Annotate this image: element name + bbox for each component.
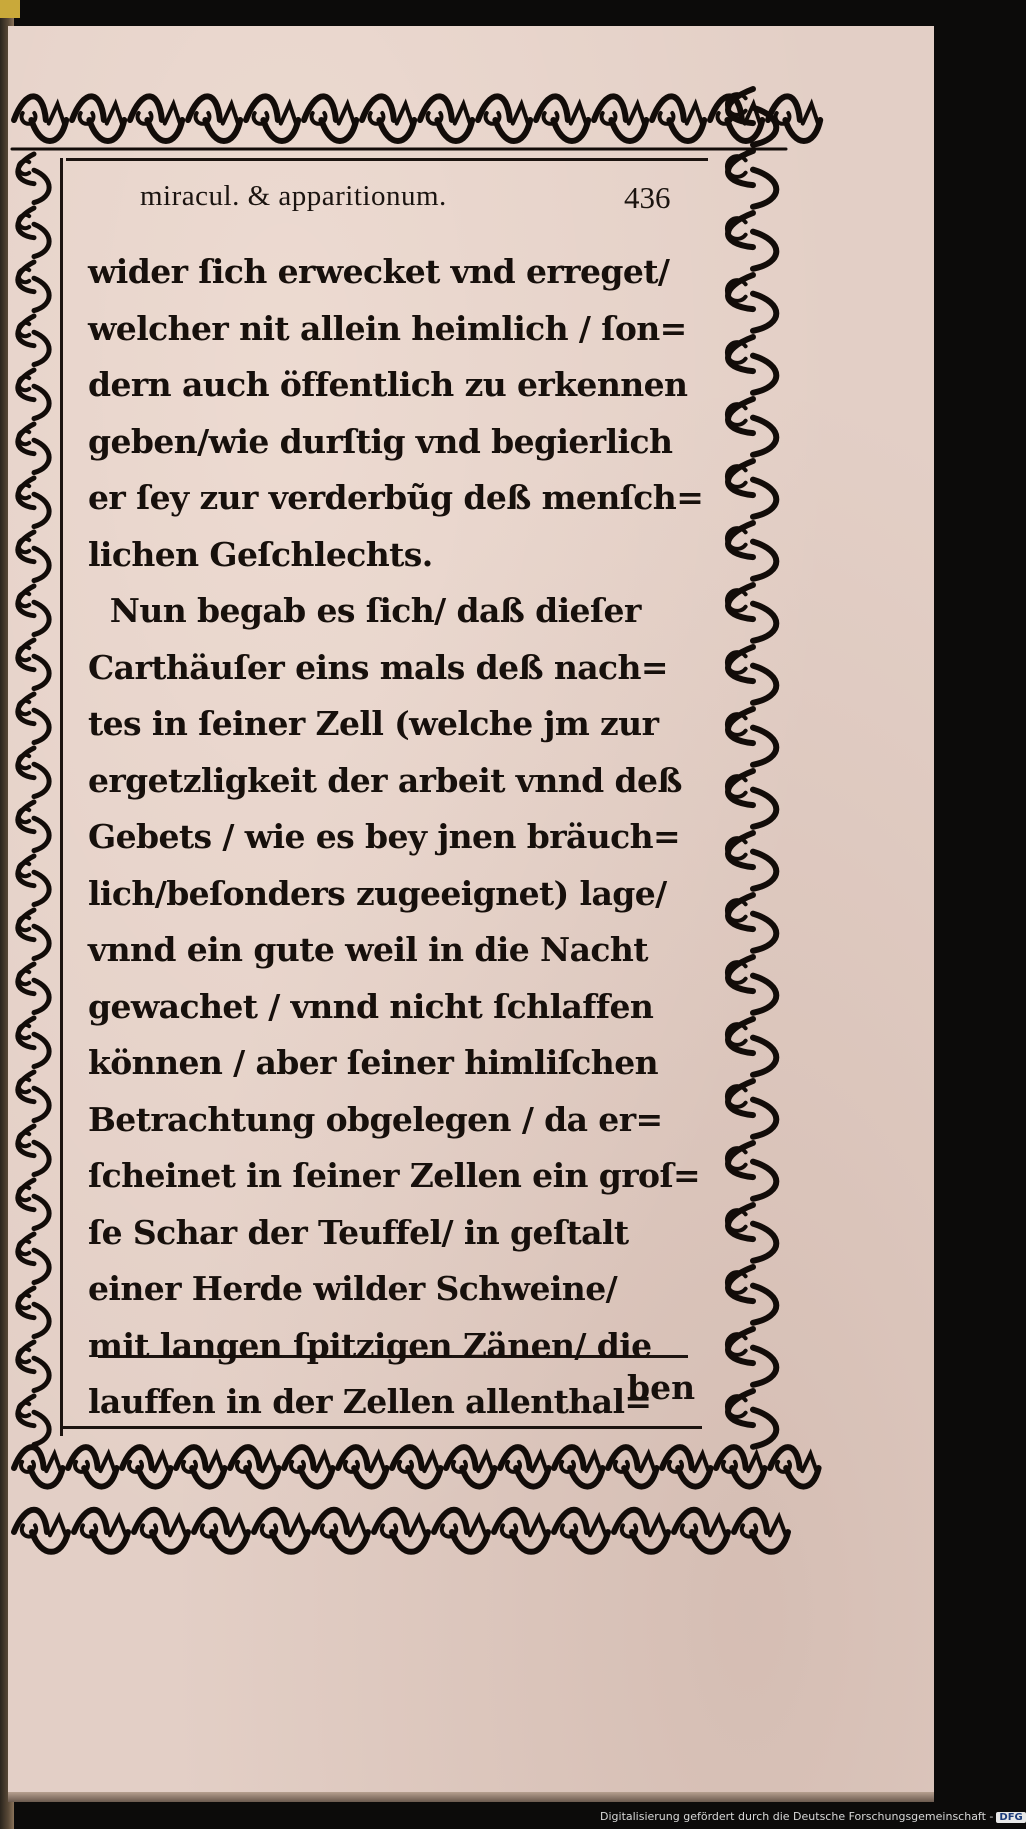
dfg-logo: DFG [996,1812,1025,1823]
text-line: ergetzligkeit der arbeit vnnd deß [88,760,682,800]
text-line: welcher nit allein heimlich / ſon= [88,308,687,348]
text-line: dern auch öffentlich zu erkennen [88,365,688,404]
text-line: er ſey zur verderbũg deß menſch= [88,478,704,517]
page-number: 436 [624,180,671,215]
color-marker-tab [0,0,20,18]
ornamental-border-top [10,85,788,155]
credit-text: Digitalisierung gefördert durch die Deutsche Forschungsgemeinschaft - [600,1810,994,1823]
running-head: miracul. & apparitionum. [140,180,447,212]
text-line: lauffen in der Zellen allenthal= [88,1382,652,1421]
text-line: ſcheinet in ſeiner Zellen ein groſ= [88,1156,701,1195]
text-line: Nun begab es ſich/ daß dieſer [88,591,641,630]
text-line: Carthäuſer eins mals deß nach= [88,647,668,687]
text-line: tes in ſeiner Zell (welche jm zur [88,704,659,743]
ornamental-border-bottom [10,1437,788,1567]
text-line: lich/beſonders zugeeignet) lage/ [88,873,667,913]
body-text [88,244,704,1431]
text-line: können / aber ſeiner himliſchen [88,1043,658,1082]
ornamental-border-left [10,150,58,1445]
ornamental-border-right [716,85,790,1435]
text-line: Gebets / wie es bey jnen bräuch= [88,817,681,856]
catchword: ben [627,1368,696,1407]
digitization-credit [600,1810,1023,1823]
text-line: geben/wie durſtig vnd begierlich [88,421,673,461]
frame-rule-top [66,158,708,161]
text-line: vnnd ein gute weil in die Nacht [88,930,648,969]
text-line: wider ſich erwecket vnd erreget/ [88,252,670,291]
text-line: Betrachtung obgelegen / da er= [88,1099,663,1139]
text-line: gewachet / vnnd nicht ſchlaffen [88,986,654,1026]
text-line: einer Herde wilder Schweine/ [88,1269,618,1308]
frame-rule-left [60,158,63,1436]
text-line: ſe Schar der Teuffel/ in geſtalt [88,1212,629,1252]
text-line: mit langen ſpitzigen Zänen/ die [88,1325,652,1365]
page-bottom-edge [8,1792,934,1802]
text-line: lichen Geſchlechts. [88,534,433,574]
